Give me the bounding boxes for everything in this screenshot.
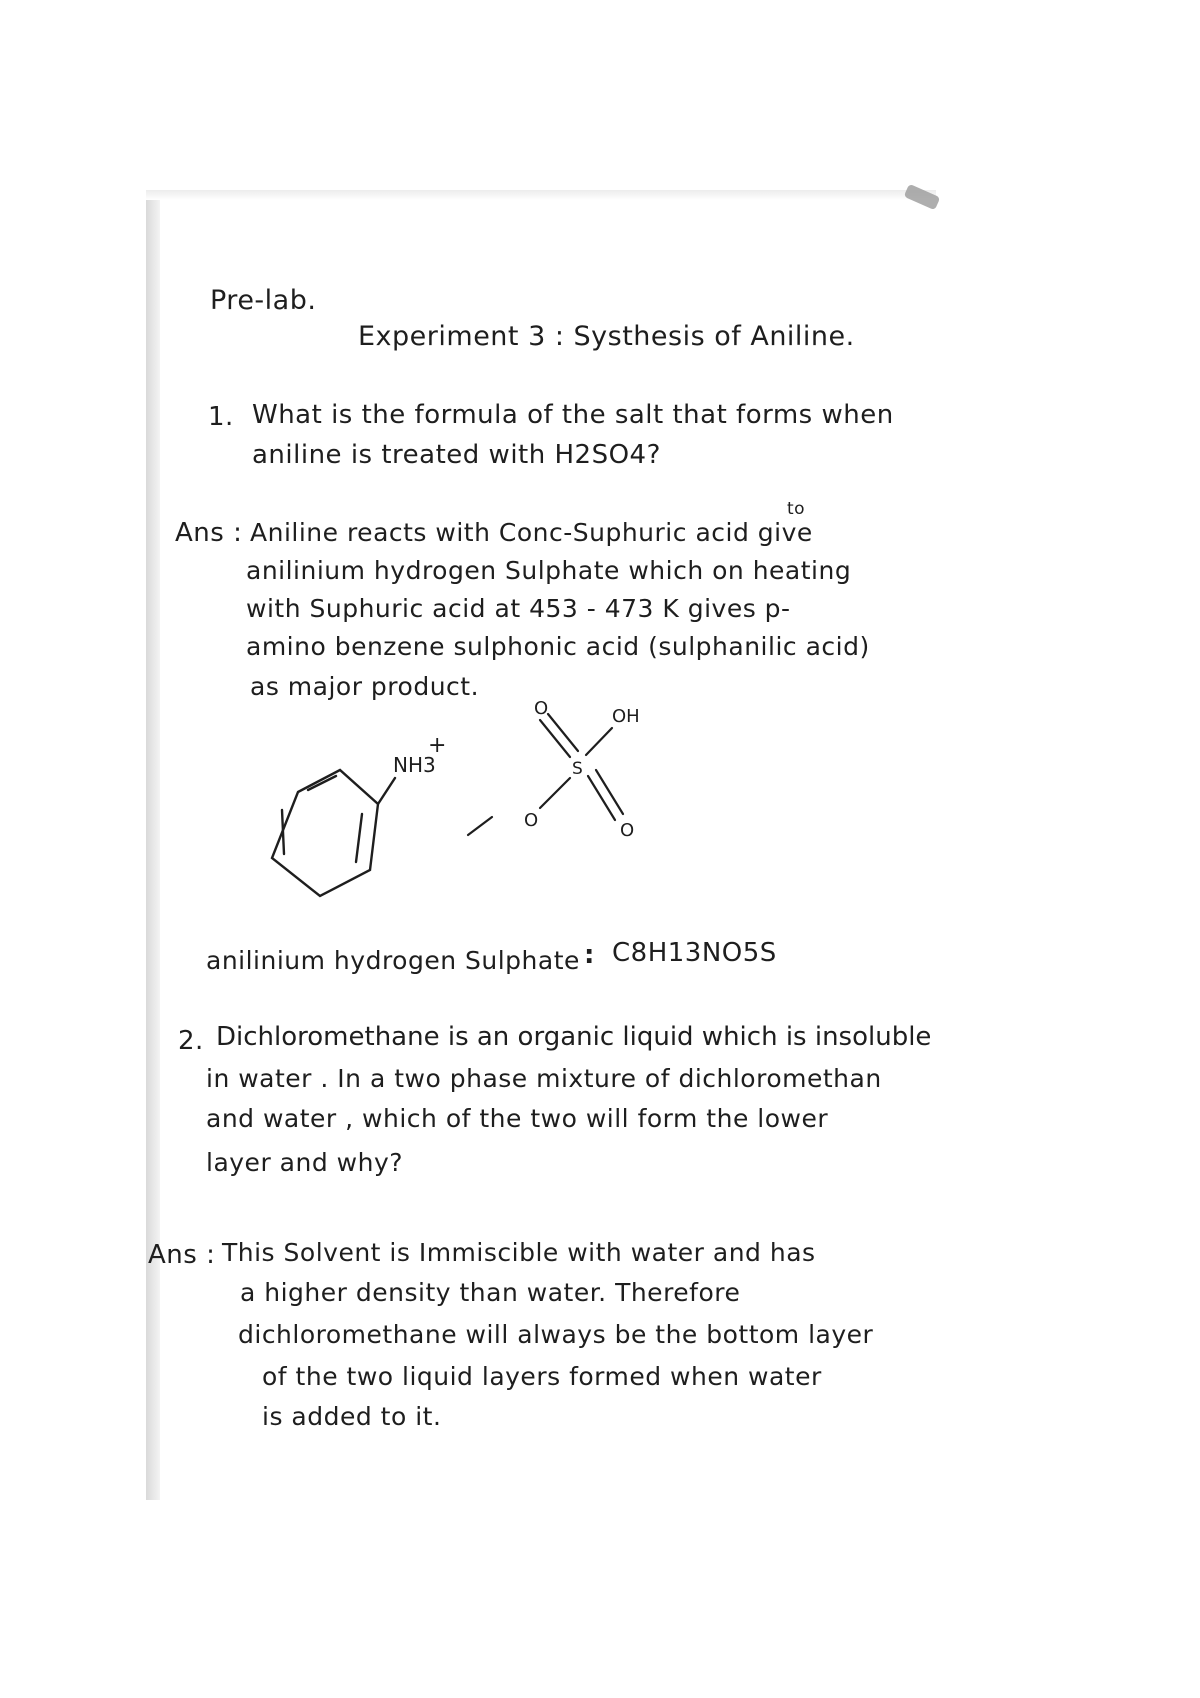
prelab-label: Pre-lab.	[210, 285, 317, 316]
answer-2-line-3: dichloromethane will always be the bottom layer	[238, 1320, 874, 1349]
answer-1-label: Ans :	[175, 518, 243, 548]
o-left-label: O	[524, 810, 539, 831]
question-1-line-2: aniline is treated with H2SO4?	[252, 440, 661, 470]
answer-1-line-5: as major product.	[250, 672, 480, 701]
double-bond-2	[356, 814, 362, 862]
question-2-line-2: in water . In a two phase mixture of dichloromethan	[206, 1064, 882, 1093]
question-1-line-1: What is the formula of the salt that forms when	[252, 400, 894, 430]
salt-colon: :	[584, 940, 595, 970]
page-title: Experiment 3 : Systhesis of Aniline.	[358, 321, 855, 352]
scan-corner-mark	[904, 184, 941, 211]
answer-2-line-1: This Solvent is Immiscible with water and has	[222, 1238, 816, 1267]
s-o-left-bond	[540, 778, 570, 808]
s-oh-bond	[586, 728, 612, 755]
sulfate-group	[468, 714, 623, 835]
benzene-ring	[272, 770, 395, 896]
anilinium-hydrogen-sulphate-structure	[250, 700, 730, 950]
answer-1-superscript: to	[787, 499, 806, 519]
s-o-right-bond-b	[596, 770, 623, 814]
s-o-top-bond-a	[540, 720, 570, 757]
salt-formula: C8H13NO5S	[612, 938, 777, 968]
question-2-line-1: Dichloromethane is an organic liquid which is insoluble	[216, 1022, 932, 1052]
question-2-line-4: layer and why?	[206, 1148, 404, 1177]
scan-top-shadow	[146, 190, 936, 200]
o-right-label: O	[620, 820, 635, 841]
answer-2-line-4: of the two liquid layers formed when water	[262, 1362, 822, 1391]
answer-1-line-1: Aniline reacts with Conc-Suphuric acid give	[250, 518, 813, 547]
answer-1-line-2: anilinium hydrogen Sulphate which on heating	[246, 556, 852, 585]
answer-2-label: Ans :	[148, 1240, 216, 1270]
nh3-label: NH3	[393, 753, 436, 777]
answer-2-line-2: a higher density than water. Therefore	[240, 1278, 741, 1307]
answer-1-line-3: with Suphuric acid at 453 - 473 K gives p-	[246, 594, 791, 623]
charge-plus-label: +	[428, 733, 447, 758]
oh-label: OH	[612, 706, 640, 727]
question-2-number: 2.	[178, 1026, 204, 1056]
s-o-top-bond-b	[548, 714, 578, 751]
question-1-number: 1.	[208, 402, 234, 432]
answer-2-line-5: is added to it.	[262, 1402, 442, 1431]
stray-stroke	[468, 817, 492, 835]
s-label: S	[572, 759, 583, 779]
double-bond-3	[282, 810, 284, 854]
scan-edge-shadow	[146, 190, 160, 1500]
c-n-bond	[378, 778, 395, 804]
answer-1-line-4: amino benzene sulphonic acid (sulphanilic acid)	[246, 632, 870, 661]
question-2-line-3: and water , which of the two will form the lower	[206, 1104, 829, 1133]
o-top-label: O	[534, 700, 549, 719]
s-o-right-bond-a	[588, 776, 615, 820]
salt-name: anilinium hydrogen Sulphate	[206, 946, 580, 975]
